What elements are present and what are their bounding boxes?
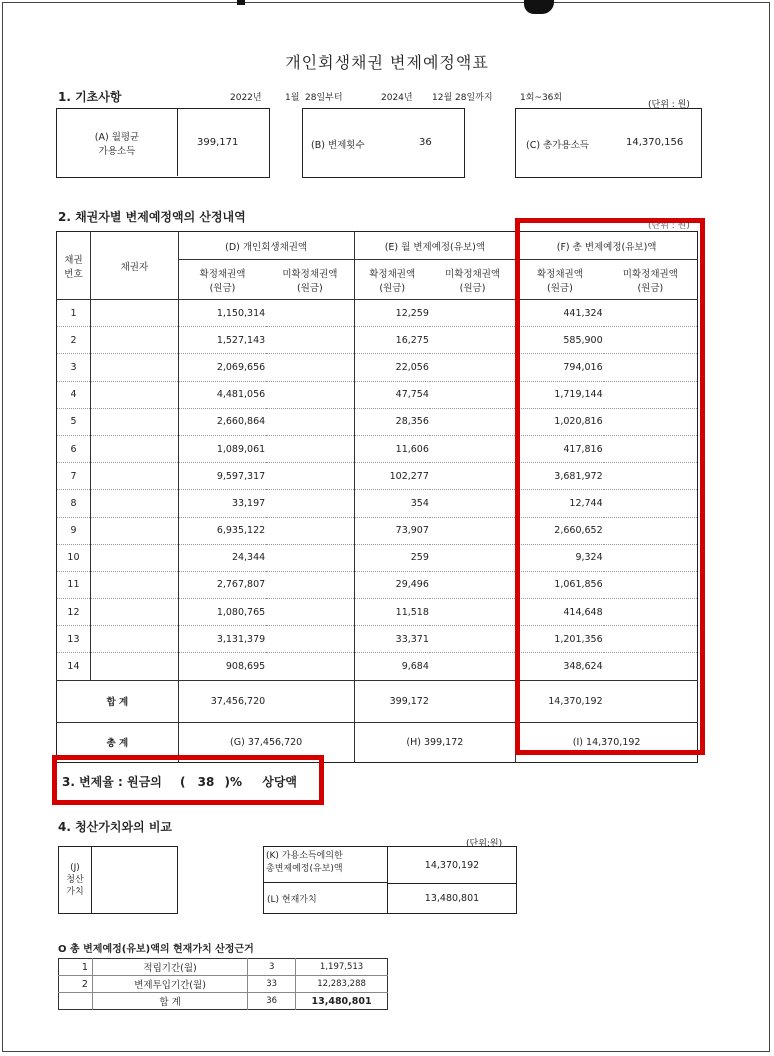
row-e-confirmed: 9,684 xyxy=(401,661,429,673)
row-d-unconfirmed xyxy=(266,354,354,381)
period-end-day: 28일까지 xyxy=(455,93,493,103)
section1-heading: 1. 기초사항 xyxy=(58,90,122,104)
subheader-d-unconfirmed: 미확정채권액 (원금) xyxy=(266,260,354,300)
row-f-confirmed: 585,900 xyxy=(563,334,603,346)
row-d-confirmed: 908,695 xyxy=(225,661,266,673)
row-no: 2 xyxy=(57,327,91,354)
row-e-unconfirmed xyxy=(430,327,516,354)
subheader-f-unconfirmed: 미확정채권액 (원금) xyxy=(604,260,698,300)
pv-table xyxy=(58,958,388,1010)
row-creditor xyxy=(90,653,178,680)
row-f-confirmed: 1,061,856 xyxy=(554,579,603,591)
row-e-confirmed: 11,518 xyxy=(395,606,429,618)
k-value: 14,370,192 xyxy=(388,847,516,884)
row-creditor xyxy=(90,354,178,381)
comparison-box xyxy=(263,846,517,914)
liquidation-value-box xyxy=(58,846,178,914)
row-no: 3 xyxy=(57,354,91,381)
row-d-unconfirmed xyxy=(266,408,354,435)
row-no: 14 xyxy=(57,653,91,680)
row-no: 1 xyxy=(57,300,91,327)
liquidation-value-label: (J) 청산 가치 xyxy=(59,847,92,913)
section2-unit: (단위 : 원) xyxy=(648,221,690,231)
row-f-confirmed: 441,324 xyxy=(563,307,603,319)
row-e-confirmed: 354 xyxy=(410,497,429,509)
row-e-unconfirmed xyxy=(430,300,516,327)
row-creditor xyxy=(90,490,178,517)
total-h: (H) 399,172 xyxy=(354,722,516,762)
row-d-unconfirmed xyxy=(266,571,354,598)
row-f-confirmed: 12,744 xyxy=(569,497,603,509)
monthly-income-value: 399,171 xyxy=(197,137,239,148)
row-d-unconfirmed xyxy=(266,435,354,462)
subheader-e-unconfirmed: 미확정채권액 (원금) xyxy=(430,260,516,300)
row-no: 9 xyxy=(57,517,91,544)
subheader-e-confirmed: 확정채권액 (원금) xyxy=(354,260,430,300)
pv-total-label: 합 계 xyxy=(92,993,247,1010)
row-d-confirmed: 9,597,317 xyxy=(216,470,266,482)
document-title: 개인회생채권 변제예정액표 xyxy=(285,53,489,72)
row-d-unconfirmed xyxy=(266,300,354,327)
row-d-confirmed: 4,481,056 xyxy=(216,389,266,401)
row-e-unconfirmed xyxy=(430,517,516,544)
row-e-confirmed: 102,277 xyxy=(389,470,429,482)
row-d-unconfirmed xyxy=(266,327,354,354)
row-d-unconfirmed xyxy=(266,653,354,680)
subtotal-f: 14,370,192 xyxy=(548,695,603,707)
row-e-confirmed: 16,275 xyxy=(395,334,429,346)
row-f-confirmed: 3,681,972 xyxy=(554,470,603,482)
row-no: 7 xyxy=(57,463,91,490)
row-d-confirmed: 6,935,122 xyxy=(216,525,266,537)
repayment-count-value: 36 xyxy=(419,137,432,148)
row-d-unconfirmed xyxy=(266,463,354,490)
row-no: 11 xyxy=(57,571,91,598)
subtotal-e: 399,172 xyxy=(389,695,429,707)
subheader-d-confirmed: 확정채권액 (원금) xyxy=(178,260,266,300)
row-e-unconfirmed xyxy=(430,463,516,490)
section4-heading: 4. 청산가치와의 비교 xyxy=(58,820,173,834)
l-value: 13,480,801 xyxy=(424,892,480,904)
row-f-confirmed: 414,648 xyxy=(563,606,603,618)
pv-row-value: 12,283,288 xyxy=(317,979,366,989)
box-a xyxy=(56,108,270,178)
row-no: 12 xyxy=(57,599,91,626)
pv-total-months: 36 xyxy=(248,993,296,1010)
l-label: (L) 현재가치 xyxy=(264,883,388,913)
pv-row xyxy=(59,976,388,993)
row-e-unconfirmed xyxy=(430,599,516,626)
total-income-value: 14,370,156 xyxy=(626,137,684,148)
pv-row-months: 3 xyxy=(248,959,296,976)
pv-row xyxy=(59,959,388,976)
pv-row-label: 적립기간(월) xyxy=(92,959,247,976)
repayment-count-label: (B) 변제횟수 xyxy=(311,140,365,151)
row-d-unconfirmed xyxy=(266,626,354,653)
repayment-rate-suffix: 상당액 xyxy=(262,775,298,789)
row-d-confirmed: 24,344 xyxy=(231,552,266,564)
row-creditor xyxy=(90,300,178,327)
row-d-unconfirmed xyxy=(266,381,354,408)
row-d-confirmed: 2,767,807 xyxy=(216,579,266,591)
row-e-confirmed: 12,259 xyxy=(395,307,429,319)
total-i: (I) 14,370,192 xyxy=(572,736,641,748)
row-d-confirmed: 33,197 xyxy=(231,497,266,509)
row-e-unconfirmed xyxy=(430,571,516,598)
pv-row-months: 33 xyxy=(248,976,296,993)
row-e-confirmed: 11,606 xyxy=(395,443,429,455)
row-creditor xyxy=(90,327,178,354)
row-creditor xyxy=(90,517,178,544)
k-label: (K) 가용소득에의한 총변제예정(유보)액 xyxy=(264,847,388,883)
row-f-confirmed: 417,816 xyxy=(563,443,603,455)
section2-heading: 2. 채권자별 변제예정액의 산정내역 xyxy=(58,210,246,224)
row-d-unconfirmed xyxy=(266,544,354,571)
row-e-unconfirmed xyxy=(430,435,516,462)
row-f-confirmed: 348,624 xyxy=(563,661,603,673)
row-f-confirmed: 1,020,816 xyxy=(554,416,603,428)
repayment-rate-prefix: 3. 변제율 : 원금의 xyxy=(62,775,162,789)
row-f-confirmed: 9,324 xyxy=(575,552,603,564)
box-b xyxy=(302,108,465,178)
row-d-unconfirmed xyxy=(266,517,354,544)
section1-unit: (단위 : 원) xyxy=(648,100,690,110)
pv-total-value: 13,480,801 xyxy=(311,995,372,1007)
row-e-confirmed: 47,754 xyxy=(395,389,429,401)
row-d-unconfirmed xyxy=(266,490,354,517)
row-creditor xyxy=(90,381,178,408)
row-d-unconfirmed xyxy=(266,599,354,626)
pv-total-row xyxy=(59,993,388,1010)
repayment-rate-close: )% xyxy=(224,775,243,789)
period-end-month: 12월 xyxy=(432,93,453,103)
col-header-e: (E) 월 변제예정(유보)액 xyxy=(354,232,516,260)
col-header-no: 채권 번호 xyxy=(57,232,91,300)
row-no: 4 xyxy=(57,381,91,408)
row-creditor xyxy=(90,599,178,626)
row-f-confirmed: 794,016 xyxy=(563,361,603,373)
row-d-confirmed: 1,527,143 xyxy=(216,334,266,346)
section4-unit: (단위:원) xyxy=(466,839,503,849)
row-f-confirmed: 1,719,144 xyxy=(554,389,603,401)
row-d-confirmed: 2,660,864 xyxy=(216,416,266,428)
period-start-day: 28일부터 xyxy=(305,93,343,103)
row-creditor xyxy=(90,435,178,462)
row-e-unconfirmed xyxy=(430,408,516,435)
row-d-confirmed: 1,089,061 xyxy=(216,443,266,455)
row-creditor xyxy=(90,408,178,435)
row-no: 6 xyxy=(57,435,91,462)
row-e-confirmed: 259 xyxy=(410,552,429,564)
row-e-confirmed: 29,496 xyxy=(395,579,429,591)
row-d-confirmed: 3,131,379 xyxy=(216,633,266,645)
row-e-unconfirmed xyxy=(430,544,516,571)
row-no: 8 xyxy=(57,490,91,517)
row-creditor xyxy=(90,626,178,653)
row-no: 10 xyxy=(57,544,91,571)
row-no: 13 xyxy=(57,626,91,653)
subtotal-label: 합 계 xyxy=(57,680,179,722)
pv-row-label: 변제투입기간(월) xyxy=(92,976,247,993)
col-header-d: (D) 개인회생채권액 xyxy=(178,232,354,260)
pv-heading: O 총 변제예정(유보)액의 현재가치 산정근거 xyxy=(58,944,254,955)
row-e-confirmed: 73,907 xyxy=(395,525,429,537)
pv-row-no: 2 xyxy=(59,976,93,993)
scan-mark xyxy=(237,0,245,5)
row-e-unconfirmed xyxy=(430,653,516,680)
row-e-unconfirmed xyxy=(430,490,516,517)
total-g: (G) 37,456,720 xyxy=(178,722,354,762)
row-f-confirmed: 1,201,356 xyxy=(554,633,603,645)
total-income-label: (C) 총가용소득 xyxy=(526,140,589,151)
row-e-unconfirmed xyxy=(430,354,516,381)
row-d-confirmed: 1,080,765 xyxy=(216,606,266,618)
row-creditor xyxy=(90,463,178,490)
highlight-total-repayment-column xyxy=(515,218,705,755)
period-start-year: 2022년 xyxy=(230,93,262,103)
row-e-unconfirmed xyxy=(430,381,516,408)
row-creditor xyxy=(90,544,178,571)
row-e-confirmed: 33,371 xyxy=(395,633,429,645)
subtotal-d: 37,456,720 xyxy=(210,695,266,707)
box-c xyxy=(515,108,702,178)
period-rounds: 1회~36회 xyxy=(520,93,563,103)
pv-rows xyxy=(59,959,388,993)
period-start-month: 1월 xyxy=(285,93,300,103)
pv-row-value: 1,197,513 xyxy=(319,962,364,972)
repayment-rate-value: 38 xyxy=(197,775,215,789)
row-f-confirmed: 2,660,652 xyxy=(554,525,603,537)
row-e-confirmed: 28,356 xyxy=(395,416,429,428)
col-header-creditor: 채권자 xyxy=(90,232,178,300)
total-label: 총 계 xyxy=(57,722,179,762)
col-header-f: (F) 총 변제예정(유보)액 xyxy=(516,232,698,260)
row-creditor xyxy=(90,571,178,598)
highlight-repayment-rate xyxy=(52,755,324,805)
monthly-income-label: (A) 월평균 가용소득 xyxy=(57,109,178,176)
row-no: 5 xyxy=(57,408,91,435)
row-e-unconfirmed xyxy=(430,626,516,653)
pv-row-no: 1 xyxy=(59,959,93,976)
row-e-confirmed: 22,056 xyxy=(395,361,429,373)
row-d-confirmed: 2,069,656 xyxy=(216,361,266,373)
period-end-year: 2024년 xyxy=(381,93,413,103)
row-d-confirmed: 1,150,314 xyxy=(216,307,266,319)
subheader-f-confirmed: 확정채권액 (원금) xyxy=(516,260,604,300)
repayment-rate-open: ( xyxy=(179,775,186,789)
